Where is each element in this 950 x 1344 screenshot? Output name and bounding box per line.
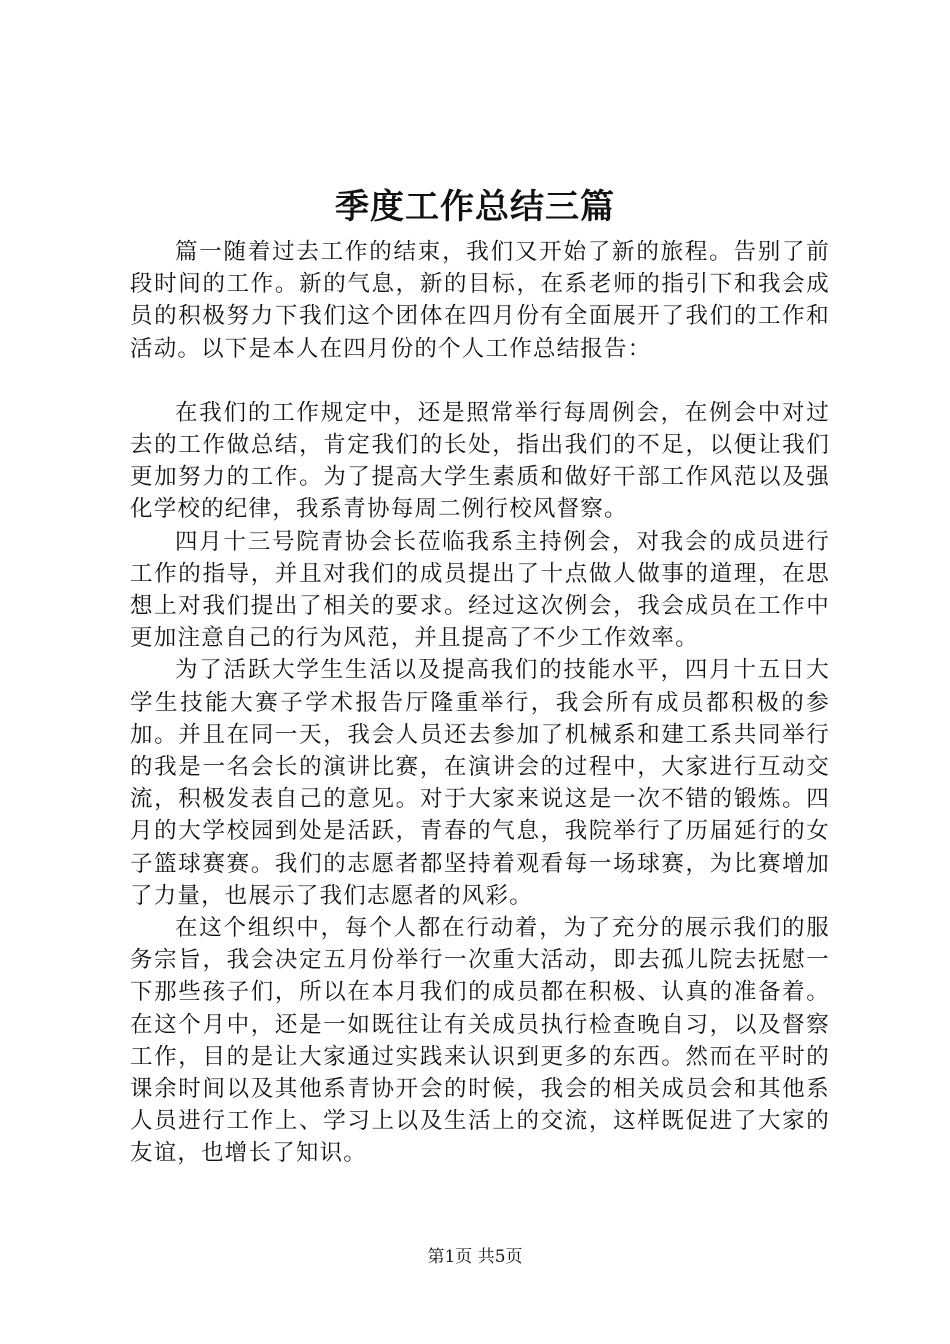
- paragraph-april-13: 四月十三号院青协会长莅临我系主持例会，对我会的成员进行工作的指导，并且对我们的成员提出了十点做人做事的道理，在思想上对我们提出了相关的要求。经过这次例会，我会成员在工作中更加注意自己的行为风范，并且提高了不少工作效率。: [130, 528, 830, 652]
- paragraph-april-15: 为了活跃大学生生活以及提高我们的技能水平，四月十五日大学生技能大赛子学术报告厅隆重举行，我会所有成员都积极的参加。并且在同一天，我会人员还去参加了机械系和建工系共同举行的我是一名会长的演讲比赛，在演讲会的过程中，大家进行互动交流，积极发表自己的意见。对于大家来说这是一次不错的锻炼。四月的大学校园到处是活跃，青春的气息，我院举行了历届延行的女子篮球赛赛。我们的志愿者都坚持着观看每一场球赛，为比赛增加了力量，也展示了我们志愿者的风彩。: [130, 657, 830, 909]
- document-title: 季度工作总结三篇: [335, 187, 615, 227]
- paragraph-weekly-meeting: 在我们的工作规定中，还是照常举行每周例会，在例会中对过去的工作做总结，肯定我们的长处，指出我们的不足，以便让我们更加努力的工作。为了提高大学生素质和做好干部工作风范以及强化学校的纪律，我系青协每周二例行校风督察。: [130, 399, 830, 523]
- page-footer: 第1页 共5页: [427, 1247, 523, 1267]
- paragraph-organization: 在这个组织中，每个人都在行动着，为了充分的展示我们的服务宗旨，我会决定五月份举行一次重大活动，即去孤儿院去抚慰一下那些孩子们，所以在本月我们的成员都在积极、认真的准备着。在这个月中，还是一如既往让有关成员执行检查晚自习，以及督察工作，目的是让大家通过实践来认识到更多的东西。然而在平时的课余时间以及其他系青协开会的时候，我会的相关成员会和其他系人员进行工作上、学习上以及生活上的交流，这样既促进了大家的友谊，也增长了知识。: [130, 915, 830, 1167]
- document-body: [130, 236, 830, 1170]
- paragraph-intro: 篇一随着过去工作的结束，我们又开始了新的旅程。告别了前段时间的工作。新的气息，新的目标，在系老师的指引下和我会成员的积极努力下我们这个团体在四月份有全面展开了我们的工作和活动。以下是本人在四月份的个人工作总结报告：: [130, 239, 830, 362]
